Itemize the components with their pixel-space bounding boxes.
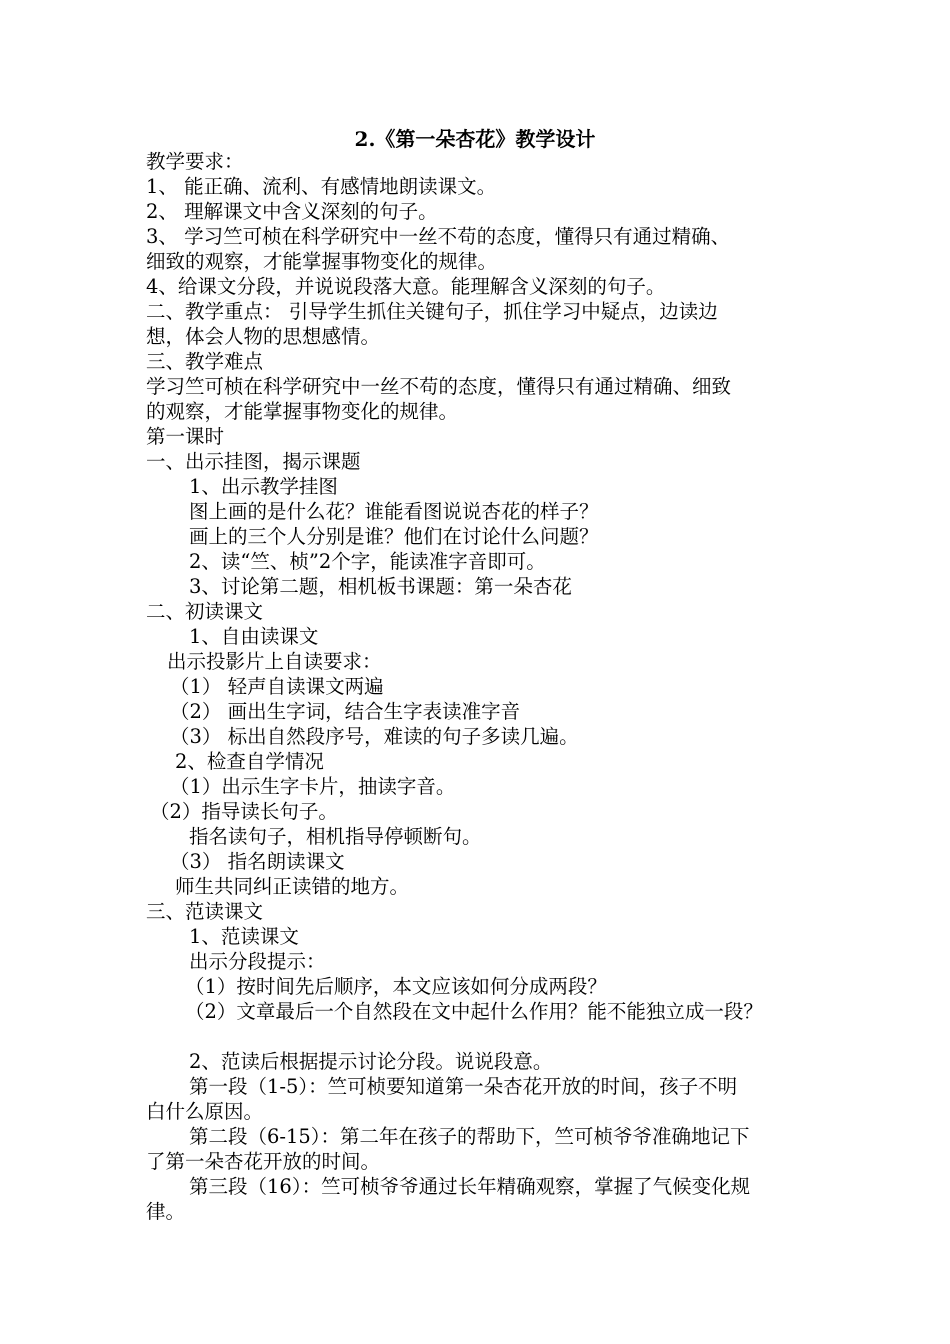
step-two-item-2: 2、检查自学情况 [175,750,324,773]
step-one-heading: 一、出示挂图，揭示课题 [146,450,361,473]
paragraph-two-cont: 了第一朵杏花开放的时间。 [146,1150,381,1173]
key-points-cont: 想，体会人物的思想感情。 [146,325,381,348]
requirement-item-2: 2、 理解课文中含义深刻的句子。 [146,200,438,223]
self-reading-item-1: （1） 轻声自读课文两遍 [170,675,384,698]
lesson-one-heading: 第一课时 [146,425,225,448]
step-three-item-1: 1、范读课文 [189,925,299,948]
paragraph-three-cont: 律。 [146,1200,186,1223]
difficulties-text-cont: 的观察，才能掌握事物变化的规律。 [146,400,459,423]
requirement-item-3-cont: 细致的观察，才能掌握事物变化的规律。 [146,250,498,273]
step-two-heading: 二、初读课文 [146,600,264,623]
section-key-points: 二、教学重点： 引导学生抓住关键句子，抓住学习中疑点，边读边 [146,300,718,323]
paragraph-one: 第一段（1-5）：竺可桢要知道第一朵杏花开放的时间，孩子不明 [189,1075,738,1098]
requirement-item-3: 3、 学习竺可桢在科学研究中一丝不苟的态度，懂得只有通过精确、 [146,225,731,248]
self-reading-item-3: （3） 标出自然段序号，难读的句子多读几遍。 [170,725,579,748]
check-item-2: （2）指导读长句子。 [150,800,338,823]
self-reading-item-2: （2） 画出生字词，结合生字表读准字音 [170,700,521,723]
step-one-question-2: 画上的三个人分别是谁？他们在讨论什么问题？ [189,525,599,548]
check-item-3: （3） 指名朗读课文 [170,850,345,873]
requirement-item-1: 1、 能正确、流利、有感情地朗读课文。 [146,175,497,198]
paragraph-one-cont: 白什么原因。 [146,1100,264,1123]
self-reading-requirements: 出示投影片上自读要求： [167,650,382,673]
step-two-item-1: 1、自由读课文 [189,625,319,648]
step-one-question-1: 图上画的是什么花？谁能看图说说杏花的样子？ [189,500,599,523]
paragraph-three: 第三段（16）：竺可桢爷爷通过长年精确观察，掌握了气候变化规 [189,1175,751,1198]
check-item-3-detail: 师生共同纠正读错的地方。 [175,875,410,898]
step-three-item-2: 2、范读后根据提示讨论分段。说说段意。 [189,1050,553,1073]
paragraph-two: 第二段（6-15）：第二年在孩子的帮助下，竺可桢爷爷准确地记下 [189,1125,750,1148]
step-three-heading: 三、范读课文 [146,900,264,923]
step-one-item-3: 3、讨论第二题，相机板书课题：第一朵杏花 [189,575,572,598]
difficulties-text: 学习竺可桢在科学研究中一丝不苟的态度，懂得只有通过精确、细致 [146,375,732,398]
segment-hint-1: （1）按时间先后顺序，本文应该如何分成两段？ [185,975,607,998]
check-item-2-detail: 指名读句子，相机指导停顿断句。 [189,825,482,848]
document-title: 2.《第一朵杏花》教学设计 [354,127,596,151]
requirement-item-4: 4、给课文分段，并说说段落大意。能理解含义深刻的句子。 [146,275,666,298]
step-one-item-2: 2、读“竺、桢”2个字，能读准字音即可。 [189,550,546,573]
segment-hint-2: （2）文章最后一个自然段在文中起什么作用？能不能独立成一段？ [185,1000,763,1023]
check-item-1: （1）出示生字卡片，抽读字音。 [170,775,456,798]
segment-hint-heading: 出示分段提示： [189,950,326,973]
section-difficulties: 三、教学难点 [146,350,264,373]
step-one-item-1: 1、出示教学挂图 [189,475,338,498]
section-teaching-requirements: 教学要求： [146,150,244,173]
